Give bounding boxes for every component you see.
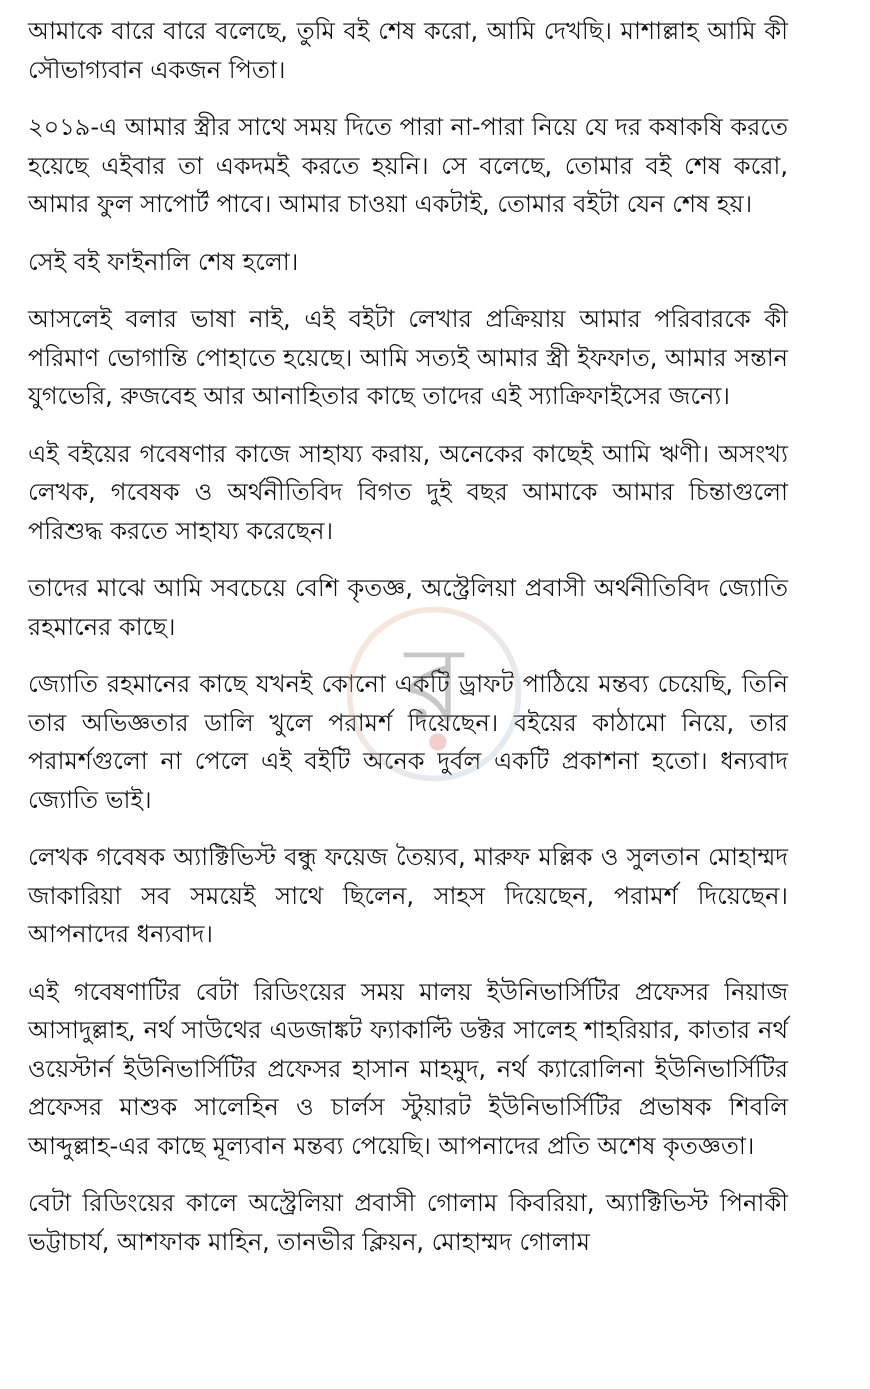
paragraph-8: লেখক গবেষক অ্যাক্টিভিস্ট বন্ধু ফয়েজ তৈয়্যব, মারুফ মল্লিক ও সুলতান মোহাম্মদ জাকারিয়া সব সময়েই সাথে ছিলেন, সাহস দিয়েছেন, পরামর্শ দিয়েছেন। আপনাদের ধন্যবাদ। [28,843,788,948]
paragraph-1: আমাকে বারে বারে বলেছে, তুমি বই শেষ করো, আমি দেখছি। মাশাল্লাহ আমি কী সৌভাগ্যবান একজন পিতা। [28,17,788,84]
paragraph-5: এই বইয়ের গবেষণার কাজে সাহায্য করায়, অনেকের কাছেই আমি ঋণী। অসংখ্য লেখক, গবেষক ও অর্থনীতিবিদ বিগত দুই বছর আমাকে আমার চিন্তাগুলো পরিশুদ্ধ করতে সাহায্য করেছেন। [28,439,788,545]
paragraph-2: ২০১৯-এ আমার স্ত্রীর সাথে সময় দিতে পারা না-পারা নিয়ে যে দর কষাকষি করতে হয়েছে এইবার তা একদমই করতে হয়নি। সে বলেছে, তোমার বই শেষ করো, আমার ফুল সাপোর্ট পাবে। আমার চাওয়া একটাই, তোমার বইটা যেন শেষ হয়। [28,113,788,218]
watermark-glyph: র [404,622,464,746]
paragraph-6: তাদের মাঝে আমি সবচেয়ে বেশি কৃতজ্ঞ, অস্ট্রেলিয়া প্রবাসী অর্থনীতিবিদ জ্যোতি রহমানের কাছে। [28,574,788,641]
paragraph-7: জ্যোতি রহমানের কাছে যখনই কোনো একটি ড্রাফট পাঠিয়ে মন্তব্য চেয়েছি, তিনি তার অভিজ্ঞতার ডালি খুলে পরামর্শ দিয়েছেন। বইয়ের কাঠামো নিয়ে, তার পরামর্শগুলো না পেলে এই বইটি অনেক দুর্বল একটি প্রকাশনা হতো। ধন্যবাদ জ্যোতি ভাই। [28,670,788,814]
paragraph-4: আসলেই বলার ভাষা নাই, এই বইটা লেখার প্রক্রিয়ায় আমার পরিবারকে কী পরিমাণ ভোগান্তি পোহাতে হয়েছে। আমি সত্যই আমার স্ত্রী ইফফাত, আমার সন্তান যুগভেরি, রুজবেহ আর আনাহিতার কাছে তাদের এই স্যাক্রিফাইসের জন্যে। [28,305,788,410]
paragraph-10: বেটা রিডিংয়ের কালে অস্ট্রেলিয়া প্রবাসী গোলাম কিবরিয়া, অ্যাক্টিভিস্ট পিনাকী ভট্টাচার্য, আশফাক মাহিন, তানভীর ক্লিয়ন, মোহাম্মদ গোলাম [28,1189,788,1256]
paragraph-3: সেই বই ফাইনালি শেষ হলো। [28,247,299,276]
paragraph-9: এই গবেষণাটির বেটা রিডিংয়ের সময় মালয় ইউনিভার্সিটির প্রফেসর নিয়াজ আসাদুল্লাহ, নর্থ সাউথের এডজাঙ্কট ফ্যাকাল্টি ডক্টর সালেহ শাহরিয়ার, কাতার নর্থ ওয়েস্টার্ন ইউনিভার্সিটির প্রফেসর হাসান মাহমুদ, নর্থ ক্যারোলিনা ইউনিভার্সিটির প্রফেসর মাশুক সালেহিন ও চার্লস স্টুয়ারট ইউনিভার্সিটির প্রভাষক শিবলি আব্দুল্লাহ-এর কাছে মূল্যবান মন্তব্য পেয়েছি। আপনাদের প্রতি অশেষ কৃতজ্ঞতা। [28,977,788,1160]
